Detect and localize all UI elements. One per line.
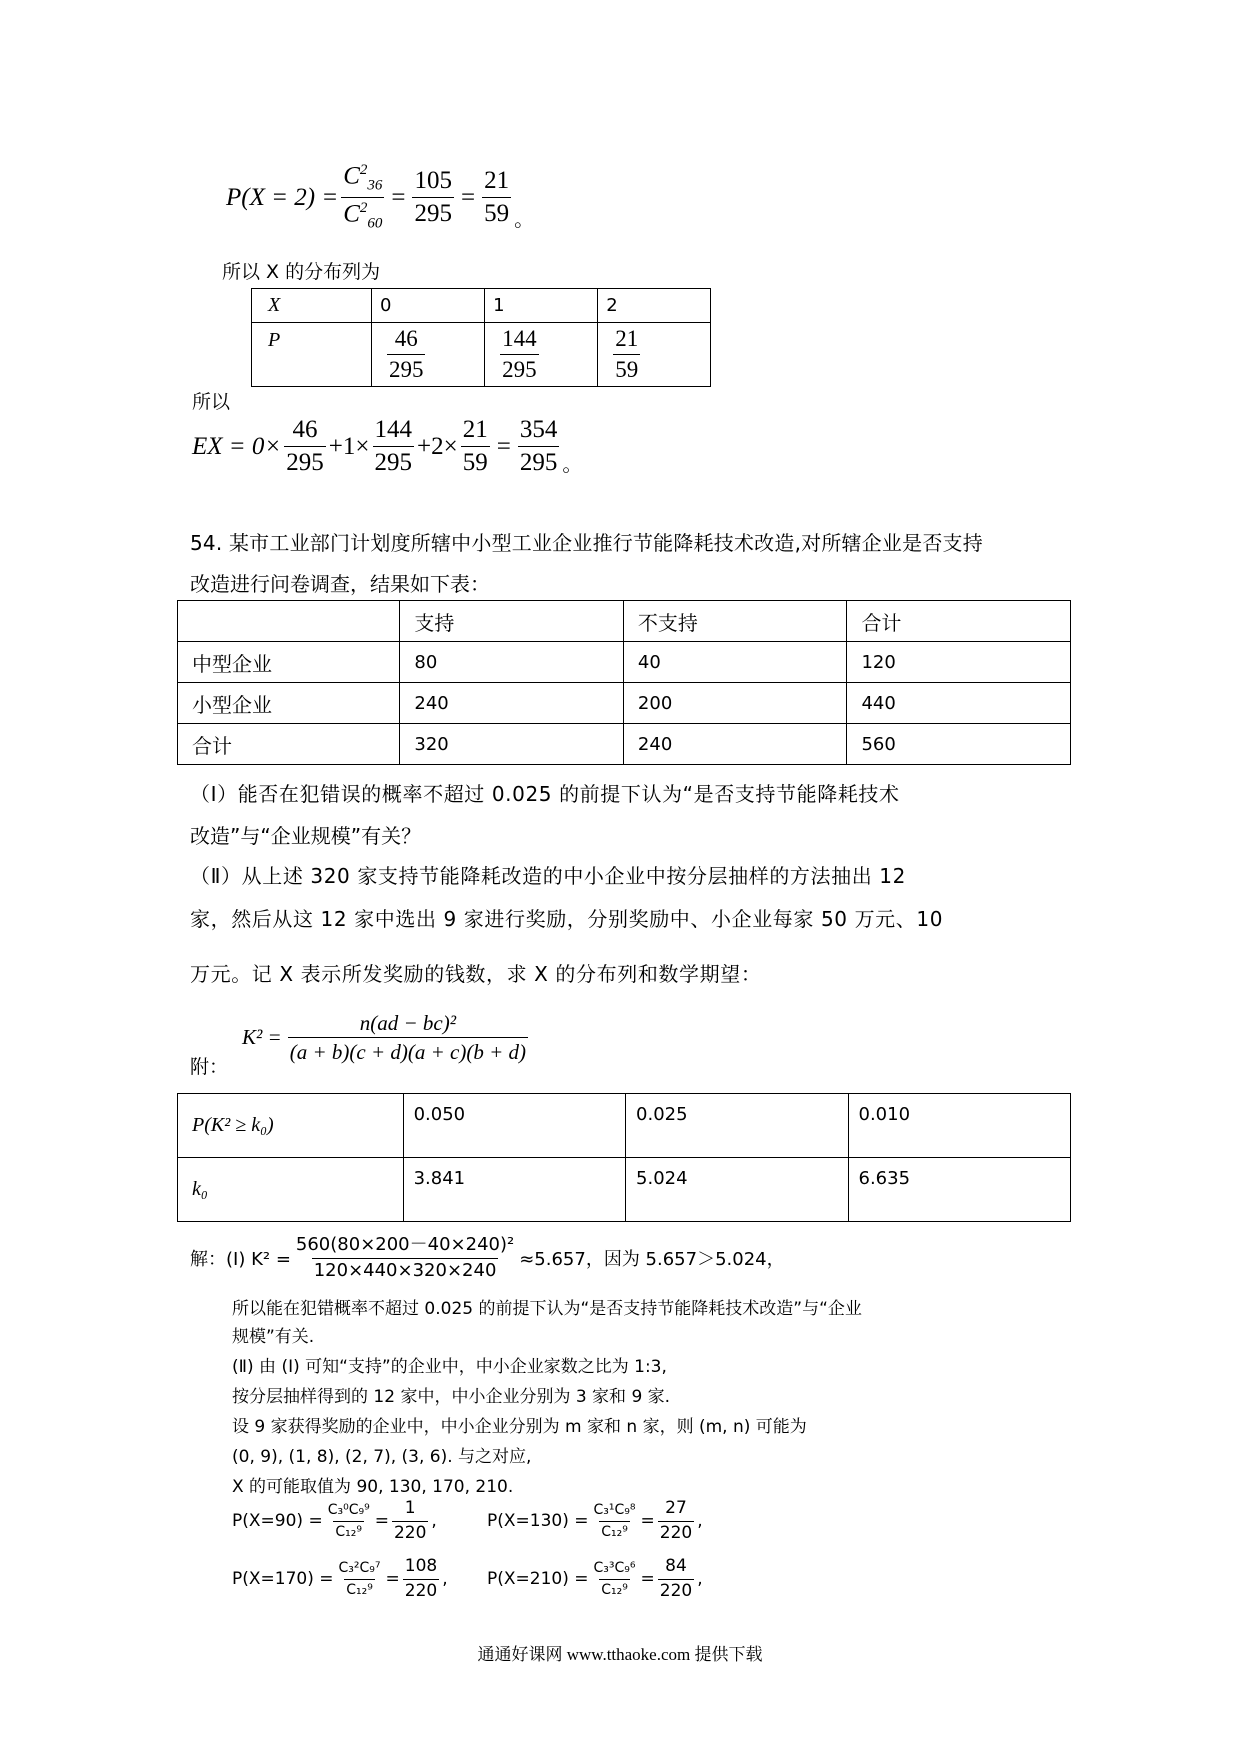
probability-x-130: P(X=130) = $\frac{\text{C₃¹C₉⁸}}{\text{C₁₂⁹}}$ = $\frac{27}{220}$ , [487, 1498, 703, 1543]
appendix-label: 附： [190, 1056, 229, 1078]
table-cell-x-2: 2 [598, 289, 711, 323]
table-cell: 240 [623, 724, 847, 765]
table-cell-probability-label: P(K² ≥ k₀) [178, 1094, 404, 1158]
table-cell: 0.010 [848, 1094, 1071, 1158]
table-cell: 小型企业 [178, 683, 400, 724]
part1-line2: 改造”与“企业规模”有关？ [190, 824, 422, 848]
table-cell: 40 [623, 642, 847, 683]
fraction-21-59: $\frac{21}{59}$ [484, 166, 510, 228]
table-header-cell: 支持 [400, 601, 624, 642]
question-54-line1: 54. 某市工业部门计划度所辖中小型工业企业推行节能降耗技术改造,对所辖企业是否支持 [190, 531, 983, 555]
table-cell: 560 [847, 724, 1071, 765]
distribution-intro: 所以 X 的分布列为 [222, 261, 381, 283]
part2-line2: 家，然后从这 12 家中选出 9 家进行奖励，分别奖励中、小企业每家 50 万元、10 [190, 907, 944, 931]
solution-line-6: (0, 9), (1, 8), (2, 7), (3, 6). 与之对应, [232, 1447, 532, 1467]
table-cell-p-1: $\frac{144}{295}$ [485, 323, 598, 387]
survey-table [177, 600, 1071, 765]
table-header-cell [178, 601, 400, 642]
table-header-row [178, 601, 1071, 642]
table-cell: 3.841 [403, 1158, 625, 1222]
solution-line-2: 规模”有关. [232, 1327, 315, 1347]
table-cell-x-1: 1 [485, 289, 598, 323]
part2-line3: 万元。记 X 表示所发奖励的钱数，求 X 的分布列和数学期望： [190, 962, 762, 986]
solution-line-3: (Ⅱ) 由 (Ⅰ) 可知“支持”的企业中，中小企业家数之比为 1:3, [232, 1357, 667, 1377]
table-cell: 240 [400, 683, 624, 724]
table-cell: 0.050 [403, 1094, 625, 1158]
page-footer: 通通好课网 www.tthaoke.com 提供下载 [477, 1645, 763, 1664]
solution-line-5: 设 9 家获得奖励的企业中，中小企业分别为 m 家和 n 家，则 (m, n) 可能为 [232, 1417, 807, 1437]
table-cell: 200 [623, 683, 847, 724]
part2-line1: （Ⅱ）从上述 320 家支持节能降耗改造的中小企业中按分层抽样的方法抽出 12 [190, 864, 906, 888]
question-54-line2: 改造进行问卷调查，结果如下表： [190, 572, 490, 596]
table-cell: 320 [400, 724, 624, 765]
table-cell: 6.635 [848, 1158, 1071, 1222]
fraction-c36-c60: $\frac{C^2_{36}}{C^2_{60}}$ [343, 162, 383, 232]
critical-value-table [177, 1093, 1071, 1222]
distribution-table [251, 288, 711, 387]
table-cell-p-0: $\frac{46}{295}$ [371, 323, 484, 387]
probability-x-210: P(X=210) = $\frac{\text{C₃³C₉⁶}}{\text{C₁₂⁹}}$ = $\frac{84}{220}$ , [487, 1556, 703, 1601]
table-cell: 440 [847, 683, 1071, 724]
formula-k2: K² = $\frac{\text{n(ad − bc)²}}{(a + b)(c + d)(a + c)(b + d)}$ [242, 1011, 527, 1065]
solution-k2-line: 解：(Ⅰ) K² = $\frac{\text{560(80×200－40×240)²}}{120\times 440\times 320\times 240}$ ≈5.657，因为 5.657＞5.024， [190, 1234, 785, 1281]
table-cell-x-0: 0 [371, 289, 484, 323]
table-cell-p-2: $\frac{21}{59}$ [598, 323, 711, 387]
table-cell: 合计 [178, 724, 400, 765]
table-cell-x-label: X [252, 289, 372, 323]
formula-p2-lhs: P(X = 2) = [226, 183, 339, 211]
probability-x-170: P(X=170) = $\frac{\text{C₃²C₉⁷}}{\text{C₁₂⁹}}$ = $\frac{108}{220}$ , [232, 1556, 448, 1601]
table-cell: 0.025 [626, 1094, 848, 1158]
part1-line1: （Ⅰ）能否在犯错误的概率不超过 0.025 的前提下认为“是否支持节能降耗技术 [190, 782, 900, 806]
table-row [178, 1158, 1071, 1222]
fraction-105-295: $\frac{105}{295}$ [414, 166, 452, 228]
table-cell: 120 [847, 642, 1071, 683]
solution-line-7: X 的可能取值为 90, 130, 170, 210. [232, 1477, 514, 1497]
probability-x-90: P(X=90) = $\frac{\text{C₃⁰C₉⁹}}{\text{C₁₂⁹}}$ = $\frac{1}{220}$ , [232, 1498, 437, 1543]
formula-p-x-2: P(X = 2) = $\frac{C^2_{36}}{C^2_{60}}$ = $\frac{105}{295}$ = $\frac{21}{59}$ 。 [226, 162, 535, 232]
table-row [178, 642, 1071, 683]
so-label: 所以 [192, 391, 231, 413]
table-cell-k0-label: k₀ [178, 1158, 404, 1222]
table-cell-p-label: P [252, 323, 372, 387]
formula-expectation: EX = 0× $\frac{46}{295}$ +1× $\frac{144}{295}$ +2× $\frac{21}{59}$ = $\frac{354}{295}$ 。 [192, 416, 583, 477]
table-row [178, 1094, 1071, 1158]
table-row [178, 724, 1071, 765]
table-row [178, 683, 1071, 724]
solution-line-4: 按分层抽样得到的 12 家中，中小企业分别为 3 家和 9 家. [232, 1387, 671, 1407]
table-header-cell: 不支持 [623, 601, 847, 642]
table-cell: 5.024 [626, 1158, 848, 1222]
table-header-cell: 合计 [847, 601, 1071, 642]
solution-line-1: 所以能在犯错概率不超过 0.025 的前提下认为“是否支持节能降耗技术改造”与“企业 [232, 1299, 862, 1319]
table-cell: 中型企业 [178, 642, 400, 683]
table-cell: 80 [400, 642, 624, 683]
